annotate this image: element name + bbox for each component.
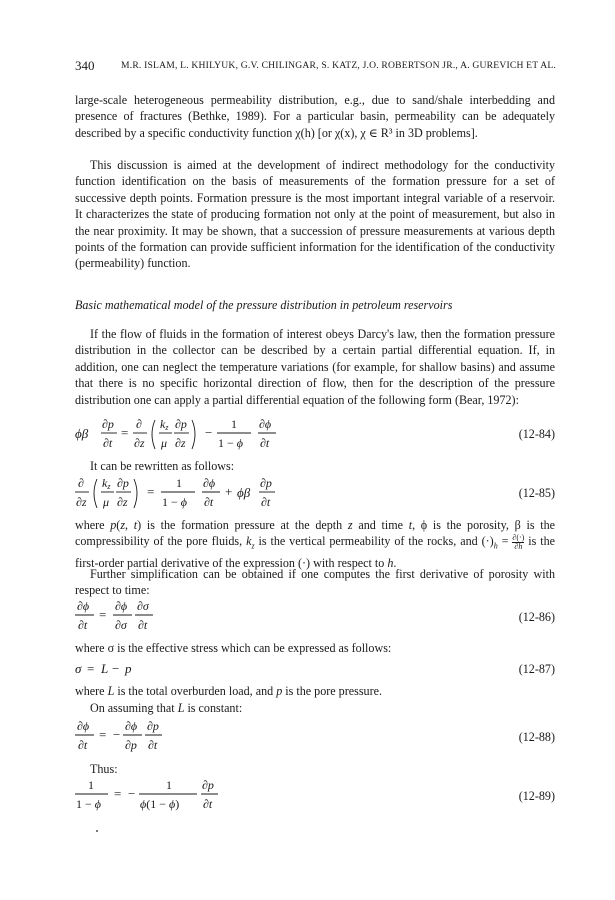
page-header (75, 58, 555, 74)
svg-text:kz: kz (160, 417, 169, 432)
further-text: Further simplification can be obtained if one computes the first derivative of porosity with respect to time: (75, 567, 555, 598)
svg-text:∂t: ∂t (138, 618, 148, 632)
equation-12-85 (75, 475, 555, 515)
svg-text:μ: μ (103, 495, 110, 509)
svg-text:kz: kz (102, 476, 111, 491)
svg-text:∂t: ∂t (261, 495, 271, 509)
svg-text:∂t: ∂t (103, 436, 113, 450)
equation-number-12-89: (12-89) (518, 789, 555, 803)
page-number: 340 (75, 58, 95, 73)
equation-12-87-formula (75, 658, 435, 680)
svg-text:=: = (114, 786, 122, 801)
svg-text:∂ϕ: ∂ϕ (115, 599, 128, 613)
equation-number-12-87: (12-87) (518, 662, 555, 676)
equation-number-12-86: (12-86) (518, 610, 555, 624)
equation-12-89-formula (75, 777, 435, 817)
svg-text:∂t: ∂t (203, 797, 213, 811)
paragraph-3-text: If the flow of fluids in the formation of interest obeys Darcy's law, then the formation pressure distribution in the collector can be described by a certain partial differential equation. If, in addition, one can neglect the temperature variations (for example, for shallow basins) and assume that there is no specific horizontal direction of flow, then for the description of the pressure distribution one can apply a partial differential equation of the following form (Bear, 1972): (75, 327, 555, 407)
paragraph-1-text: large-scale heterogeneous permeability distribution, e.g., due to sand/shale interbedding and presence of fractures (Bethke, 1989). For a particular basin, permeability can be adequately described by a specific conductivity function χ(h) [or χ(x), χ ∈ R³ in 3D problems]. (75, 93, 555, 140)
svg-text:∂z: ∂z (117, 495, 128, 509)
svg-text:∂p: ∂p (102, 417, 114, 431)
svg-text:−: − (112, 661, 120, 676)
equation-12-88-formula (75, 718, 435, 758)
svg-text:=: = (99, 607, 107, 622)
svg-text:∂t: ∂t (260, 436, 270, 450)
svg-text:∂z: ∂z (175, 436, 186, 450)
svg-text:∂t: ∂t (148, 738, 158, 752)
svg-text:∂z: ∂z (134, 436, 145, 450)
paragraph-where-1 (75, 517, 555, 572)
svg-text:−: − (128, 786, 136, 801)
equation-12-85-formula (75, 475, 435, 515)
svg-text:1: 1 (231, 417, 237, 431)
running-head: M.R. ISLAM, L. KHILYUK, G.V. CHILINGAR, S. KATZ, J.O. ROBERTSON JR., A. GUREVICH ET AL. (121, 60, 556, 71)
svg-text:∂t: ∂t (78, 618, 88, 632)
svg-text:∂p: ∂p (117, 476, 129, 490)
svg-text:∂: ∂ (136, 417, 142, 431)
svg-text:μ: μ (161, 436, 168, 450)
svg-text:1: 1 (166, 778, 172, 792)
equation-12-86-formula (75, 598, 435, 638)
svg-text:ϕ(1 − ϕ): ϕ(1 − ϕ) (140, 797, 180, 811)
where-3-text: where L is the total overburden load, and p is the pore pressure. (75, 684, 382, 698)
paragraph-further (75, 566, 555, 599)
svg-text:∂p: ∂p (175, 417, 187, 431)
equation-12-84 (75, 416, 555, 456)
equation-12-87 (75, 658, 555, 680)
svg-text:=: = (121, 425, 129, 440)
svg-text:∂t: ∂t (78, 738, 88, 752)
svg-text:1 − ϕ: 1 − ϕ (76, 797, 101, 811)
svg-text:∂t: ∂t (204, 495, 214, 509)
speck-mark (96, 830, 98, 832)
paragraph-3 (75, 326, 555, 408)
svg-text:p: p (125, 661, 132, 676)
svg-text:∂σ: ∂σ (115, 618, 127, 632)
svg-text:L: L (101, 661, 109, 676)
svg-text:=: = (99, 727, 107, 742)
svg-text:−: − (205, 425, 213, 440)
paragraph-2-text: This discussion is aimed at the development of indirect methodology for the conductivity function identification on the basis of measurements of the formation pressure for a set of successive depth points. Formation pressure is the most important integral variable of a reservoir. It characterizes the state of producing formation not only at the point of measurement, but also in the near proximity. It may be shown, that a succession of pressure measurements at various depth points of the formation can provide sufficient information for the identification of the conductivity (permeability) function. (75, 158, 555, 271)
equation-number-12-88: (12-88) (518, 730, 555, 744)
svg-text:∂: ∂ (78, 476, 84, 490)
svg-text:∂σ: ∂σ (137, 599, 149, 613)
svg-text:1: 1 (176, 476, 182, 490)
equation-12-86 (75, 598, 555, 638)
svg-text:∂p: ∂p (125, 738, 137, 752)
equation-number-12-84: (12-84) (518, 427, 555, 441)
svg-text:+: + (225, 484, 233, 499)
equation-12-89 (75, 777, 555, 817)
svg-text:−: − (113, 727, 121, 742)
svg-text:∂ϕ: ∂ϕ (203, 476, 216, 490)
equation-12-84-formula (75, 416, 435, 456)
svg-text:σ: σ (75, 661, 82, 676)
svg-text:1 − ϕ: 1 − ϕ (218, 436, 243, 450)
assuming-text: On assuming that L is constant: (90, 701, 243, 715)
svg-text:1 − ϕ: 1 − ϕ (162, 495, 187, 509)
section-title: Basic mathematical model of the pressure distribution in petroleum reservoirs (75, 298, 453, 312)
svg-text:ϕβ: ϕβ (237, 485, 251, 500)
paragraph-2 (75, 157, 555, 272)
svg-text:∂p: ∂p (260, 476, 272, 490)
svg-text:∂p: ∂p (202, 778, 214, 792)
svg-text:∂ϕ: ∂ϕ (125, 719, 138, 733)
where-1-text: where p(z, t) is the formation pressure at the depth z and time t, ϕ is the porosity, β is the compressibility of the pore fluids, $k_z$ is the vertical permeability of the rocks, and $(\cdot)_h$ = ∂(·) ∂h is the first-order partial derivative of the expression (·) with respect to h. (75, 518, 556, 571)
svg-text:1: 1 (88, 778, 94, 792)
svg-text:=: = (87, 661, 95, 676)
svg-text:∂ϕ: ∂ϕ (77, 599, 90, 613)
equation-12-88 (75, 718, 555, 758)
paragraph-1 (75, 92, 555, 141)
svg-text:ϕβ: ϕβ (75, 426, 89, 441)
svg-text:∂ϕ: ∂ϕ (259, 417, 272, 431)
svg-text:=: = (147, 484, 155, 499)
svg-text:∂ϕ: ∂ϕ (77, 719, 90, 733)
svg-text:∂p: ∂p (147, 719, 159, 733)
rewrite-text: It can be rewritten as follows: (90, 459, 235, 473)
svg-text:∂z: ∂z (76, 495, 87, 509)
where-2-text: where σ is the effective stress which can be expressed as follows: (75, 641, 392, 655)
thus-text: Thus: (90, 762, 118, 776)
equation-number-12-85: (12-85) (518, 486, 555, 500)
